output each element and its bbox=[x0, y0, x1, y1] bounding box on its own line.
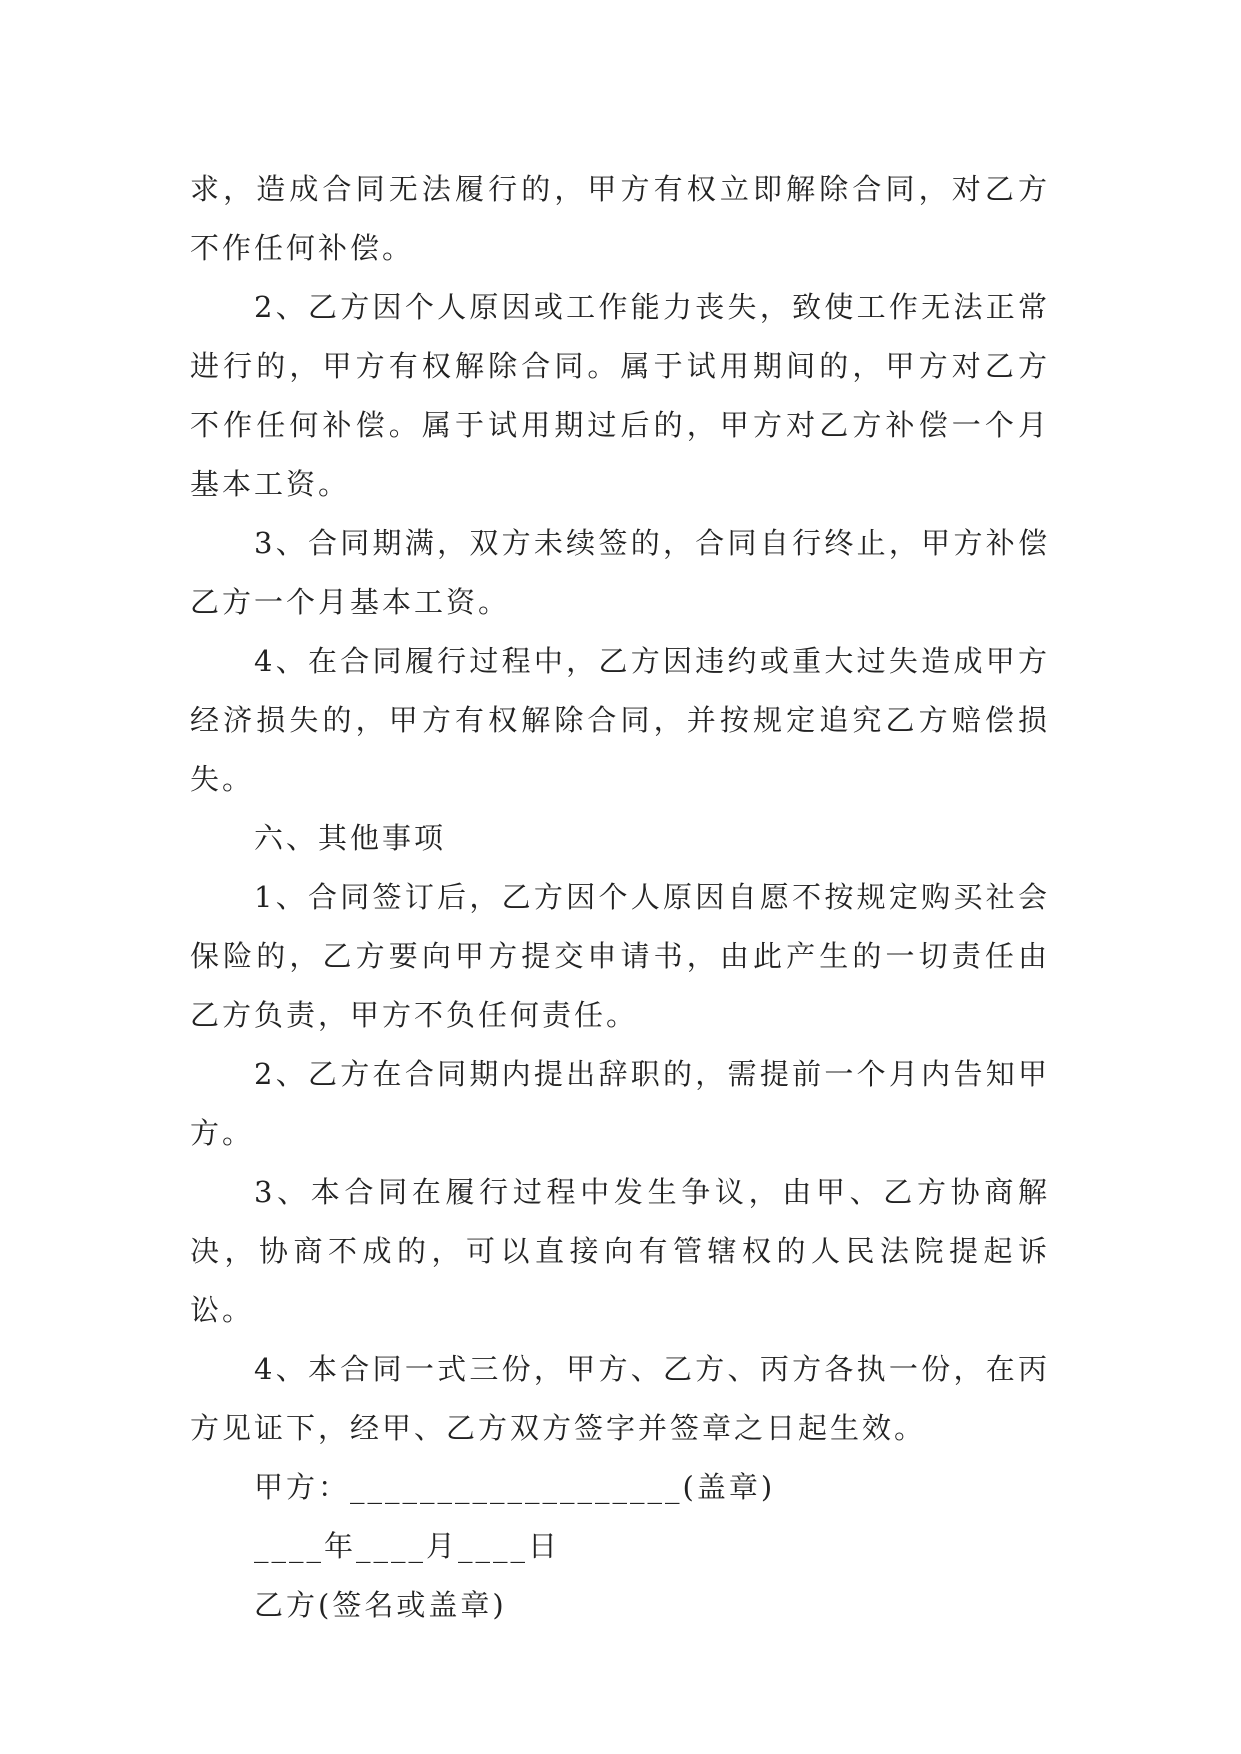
clause-6-3: 3、本合同在履行过程中发生争议，由甲、乙方协商解决，协商不成的，可以直接向有管辖权的人民法院提起诉讼。 bbox=[190, 1175, 1050, 1327]
party-b-signature-line: 乙方(签名或盖章) bbox=[254, 1588, 507, 1622]
clause-6-4: 4、本合同一式三份，甲方、乙方、丙方各执一份，在丙方见证下，经甲、乙方双方签字并签章之日起生效。 bbox=[190, 1352, 1050, 1445]
clause-6-2: 2、乙方在合同期内提出辞职的，需提前一个月内告知甲方。 bbox=[190, 1057, 1050, 1150]
clause-5-4: 4、在合同履行过程中，乙方因违约或重大过失造成甲方经济损失的，甲方有权解除合同，并按规定追究乙方赔偿损失。 bbox=[190, 644, 1050, 796]
signature-date-line: ____年____月____日 bbox=[254, 1529, 561, 1563]
clause-5-3: 3、合同期满，双方未续签的，合同自行终止，甲方补偿乙方一个月基本工资。 bbox=[190, 526, 1050, 619]
paragraph-continuation: 求，造成合同无法履行的，甲方有权立即解除合同，对乙方不作任何补偿。 bbox=[190, 172, 1050, 265]
contract-body bbox=[190, 160, 1050, 1635]
party-a-signature-line: 甲方：___________________(盖章) bbox=[254, 1470, 776, 1504]
clause-6-1: 1、合同签订后，乙方因个人原因自愿不按规定购买社会保险的，乙方要向甲方提交申请书，由此产生的一切责任由乙方负责，甲方不负任何责任。 bbox=[190, 880, 1050, 1032]
clause-5-2: 2、乙方因个人原因或工作能力丧失，致使工作无法正常进行的，甲方有权解除合同。属于试用期间的，甲方对乙方不作任何补偿。属于试用期过后的，甲方对乙方补偿一个月基本工资。 bbox=[190, 290, 1050, 501]
section-heading-other-matters: 六、其他事项 bbox=[254, 821, 447, 855]
